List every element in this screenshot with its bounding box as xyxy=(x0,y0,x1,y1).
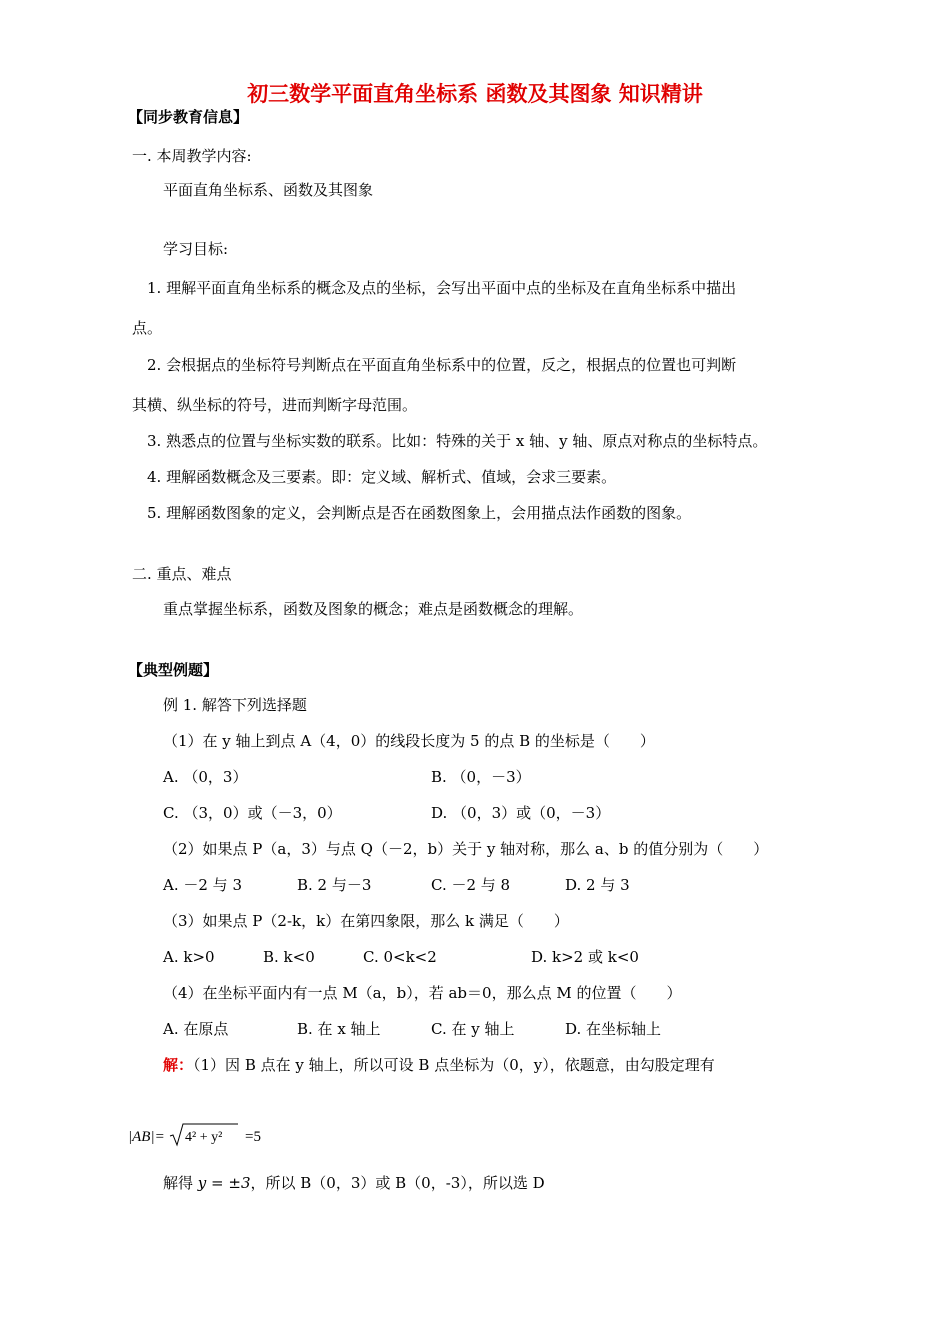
formula-ab-length xyxy=(128,1120,288,1150)
q1-option-d: D. （0，3）或（0，－3） xyxy=(431,804,611,822)
section-heading-examples: 【典型例题】 xyxy=(128,661,219,679)
example-1-label: 例 1. 解答下列选择题 xyxy=(163,696,307,714)
q2-option-d: D. 2 与 3 xyxy=(565,876,630,894)
q1-option-c: C. （3，0）或（－3，0） xyxy=(163,804,342,822)
q3-option-b: B. k<0 xyxy=(263,948,315,966)
q4-option-b: B. 在 x 轴上 xyxy=(297,1020,381,1038)
goals-label: 学习目标: xyxy=(163,240,229,258)
q1-option-a: A. （0，3） xyxy=(163,768,248,786)
result-prefix: 解得 xyxy=(163,1174,194,1192)
formula-rhs: =5 xyxy=(245,1129,261,1145)
formula-svg xyxy=(128,1120,288,1150)
q2-option-a: A. －2 与 3 xyxy=(163,876,242,894)
key-points-label: 二. 重点、难点 xyxy=(132,565,232,583)
q4-option-c: C. 在 y 轴上 xyxy=(431,1020,515,1038)
goal-5: 5. 理解函数图象的定义，会判断点是否在函数图象上，会用描点法作函数的图象。 xyxy=(147,504,692,522)
goal-2-line-1: 2. 会根据点的坐标符号判断点在平面直角坐标系中的位置，反之，根据点的位置也可判断 xyxy=(147,356,737,374)
q3-option-c: C. 0<k<2 xyxy=(363,948,437,966)
question-4: （4）在坐标平面内有一点 M（a，b），若 ab＝0，那么点 M 的位置（ ） xyxy=(163,984,682,1002)
result-suffix: ，所以 B（0，3）或 B（0，-3），所以选 D xyxy=(250,1174,545,1192)
solution-label: 解： xyxy=(163,1056,194,1074)
goal-4: 4. 理解函数概念及三要素。即：定义域、解析式、值域，会求三要素。 xyxy=(147,468,617,486)
q3-option-d: D. k>2 或 k<0 xyxy=(531,948,639,966)
solution-result xyxy=(163,1173,545,1193)
q4-option-a: A. 在原点 xyxy=(163,1020,229,1038)
q3-option-a: A. k>0 xyxy=(163,948,215,966)
question-1: （1）在 y 轴上到点 A（4，0）的线段长度为 5 的点 B 的坐标是（ ） xyxy=(163,732,655,750)
goal-1-line-2: 点。 xyxy=(132,319,163,337)
formula-lhs: |AB|= xyxy=(128,1129,165,1145)
solution-line xyxy=(163,1055,715,1075)
q2-option-b: B. 2 与－3 xyxy=(297,876,372,894)
goal-1-line-1: 1. 理解平面直角坐标系的概念及点的坐标，会写出平面中点的坐标及在直角坐标系中描出 xyxy=(147,279,737,297)
key-points-text: 重点掌握坐标系，函数及图象的概念；难点是函数概念的理解。 xyxy=(163,600,584,618)
result-equation: y = ±3 xyxy=(197,1174,251,1192)
formula-radicand: 4² + y² xyxy=(185,1130,223,1145)
q4-option-d: D. 在坐标轴上 xyxy=(565,1020,662,1038)
goal-2-line-2: 其横、纵坐标的符号，进而判断字母范围。 xyxy=(132,396,418,414)
question-2: （2）如果点 P（a，3）与点 Q（－2，b）关于 y 轴对称，那么 a、b 的值分别为（ ） xyxy=(163,840,769,858)
q2-option-c: C. －2 与 8 xyxy=(431,876,511,894)
q1-option-b: B. （0，－3） xyxy=(431,768,531,786)
topic-text: 平面直角坐标系、函数及其图象 xyxy=(163,181,374,199)
solution-text: （1）因 B 点在 y 轴上，所以可设 B 点坐标为（0，y），依题意，由勾股定理有 xyxy=(193,1056,715,1074)
content-label: 一. 本周教学内容: xyxy=(132,147,252,165)
goal-3: 3. 熟悉点的位置与坐标实数的联系。比如：特殊的关于 x 轴、y 轴、原点对称点的坐标特点。 xyxy=(147,432,768,450)
question-3: （3）如果点 P（2-k，k）在第四象限，那么 k 满足（ ） xyxy=(163,912,569,930)
section-heading-sync-info: 【同步教育信息】 xyxy=(128,108,249,126)
page-title: 初三数学平面直角坐标系 函数及其图象 知识精讲 xyxy=(247,82,703,106)
